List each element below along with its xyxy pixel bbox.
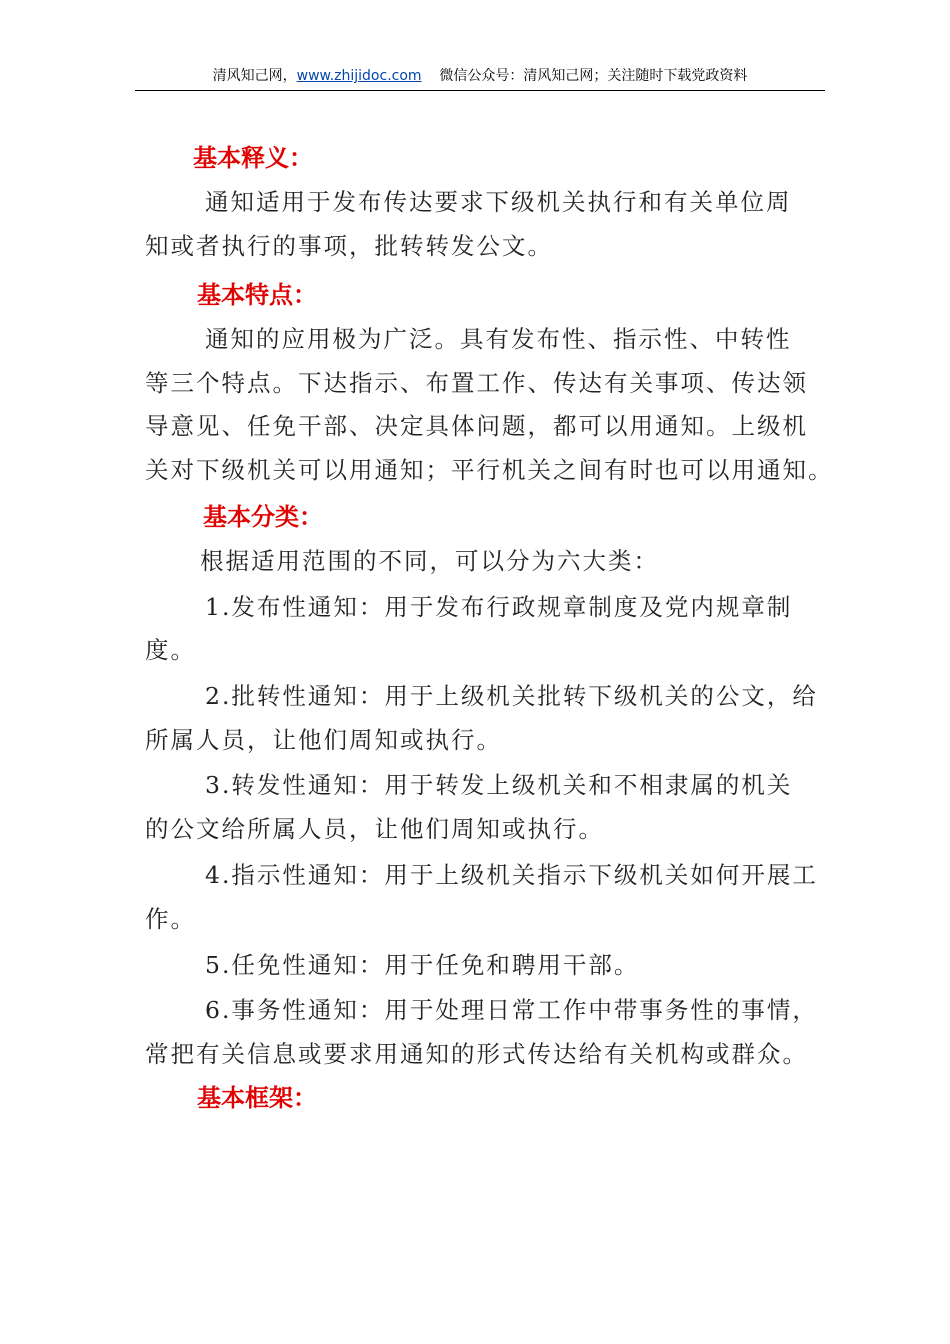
category-5-line: 5.任免性通知：用于任免和聘用干部。 [205,951,640,979]
category-1-line-2: 度。 [145,636,196,664]
header-url-link[interactable]: www.zhijidoc.com [296,68,422,84]
header-site-name: 清风知己网， [212,68,297,84]
framework-title: 基本框架： [197,1084,317,1112]
header-wechat-note: 微信公众号：清风知己网；关注随时下载党政资料 [439,68,748,84]
features-title: 基本特点： [197,281,317,309]
categories-intro: 根据适用范围的不同，可以分为六大类： [200,547,659,575]
category-3-line-2: 的公文给所属人员，让他们周知或执行。 [145,815,604,843]
categories-title: 基本分类： [203,503,323,531]
category-2-line-2: 所属人员，让他们周知或执行。 [145,726,502,754]
category-1-line-1: 1.发布性通知：用于发布行政规章制度及党内规章制 [205,593,793,621]
features-line-1: 通知的应用极为广泛。具有发布性、指示性、中转性 [205,325,792,353]
features-line-3: 导意见、任免干部、决定具体问题，都可以用通知。上级机 [145,412,808,440]
definition-line-1: 通知适用于发布传达要求下级机关执行和有关单位周 [205,188,792,216]
features-line-2: 等三个特点。下达指示、布置工作、传达有关事项、传达领 [145,369,808,397]
definition-title: 基本释义： [193,144,313,172]
page-header [135,66,825,91]
category-2-line-1: 2.批转性通知：用于上级机关批转下级机关的公文，给 [205,682,818,710]
definition-line-2: 知或者执行的事项，批转转发公文。 [145,232,553,260]
features-line-4: 关对下级机关可以用通知；平行机关之间有时也可以用通知。 [145,456,834,484]
category-4-line-1: 4.指示性通知：用于上级机关指示下级机关如何开展工 [205,861,818,889]
category-6-line-1: 6.事务性通知：用于处理日常工作中带事务性的事情， [205,996,818,1024]
category-3-line-1: 3.转发性通知：用于转发上级机关和不相隶属的机关 [205,771,793,799]
category-4-line-2: 作。 [145,905,196,933]
category-6-line-2: 常把有关信息或要求用通知的形式传达给有关机构或群众。 [145,1040,808,1068]
